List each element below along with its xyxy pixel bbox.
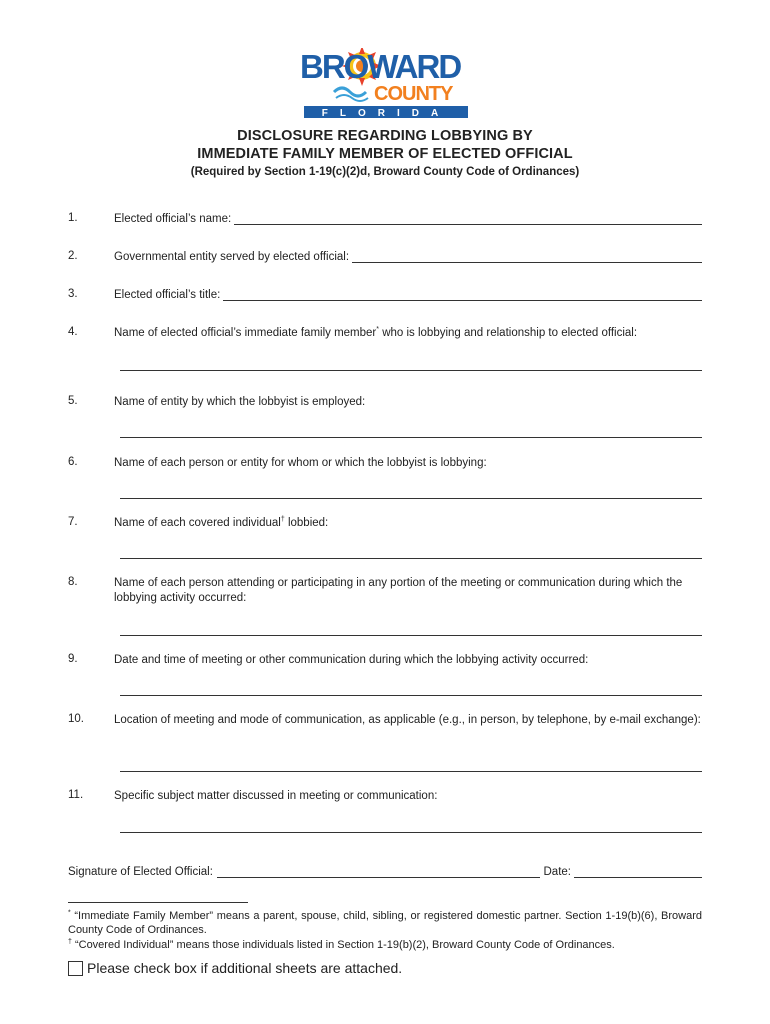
family-member-field[interactable]	[120, 370, 702, 371]
form-title-line-2: IMMEDIATE FAMILY MEMBER OF ELECTED OFFICIAL	[197, 146, 573, 162]
item-label: Name of each person attending or participating in any portion of the meeting or communication during which the lobbying activity occurred:	[114, 577, 683, 604]
item-label: Elected official’s name:	[114, 213, 232, 225]
date-label: Date:	[543, 866, 571, 878]
item-number: 9.	[68, 653, 78, 665]
item-label: Name of elected official’s immediate family member* who is lobbying and relationship to elected official:	[114, 326, 638, 339]
item-label: Date and time of meeting or other communication during which the lobbying activity occurred:	[114, 654, 589, 666]
logo-word-broward: BROWARD	[300, 48, 461, 85]
item-label: Name of entity by which the lobbyist is employed:	[114, 396, 366, 408]
item-number: 2.	[68, 250, 78, 262]
footnote-immediate-family-member: * “Immediate Family Member” means a parent, spouse, child, sibling, or registered domestic partner. Section 1-19(b)(6), Broward County Code of Ordinances.	[68, 909, 702, 936]
item-number: 11.	[68, 789, 84, 801]
item-label: Name of each covered individual† lobbied:	[114, 516, 329, 529]
meeting-location-field[interactable]	[120, 771, 702, 772]
signature-row	[68, 865, 702, 878]
governmental-entity-field[interactable]	[352, 250, 702, 263]
item-label: Specific subject matter discussed in meeting or communication:	[114, 790, 438, 802]
lobbied-for-field[interactable]	[120, 498, 702, 499]
covered-individuals-field[interactable]	[120, 558, 702, 559]
additional-sheets-row	[68, 960, 402, 976]
item-number: 7.	[68, 516, 78, 528]
item-label: Name of each person or entity for whom or which the lobbyist is lobbying:	[114, 457, 487, 469]
item-label: Governmental entity served by elected official:	[114, 251, 350, 263]
signature-field[interactable]	[217, 865, 540, 878]
item-number: 10.	[68, 713, 84, 725]
footnote-covered-individual: † “Covered Individual” means those individuals listed in Section 1-19(b)(2), Broward County Code of Ordinances.	[68, 938, 615, 951]
logo-word-county: COUNTY	[374, 83, 453, 105]
form-title-line-1: DISCLOSURE REGARDING LOBBYING BY	[237, 128, 533, 144]
broward-county-logo-graphic	[300, 48, 470, 120]
elected-official-title-field[interactable]	[223, 288, 702, 301]
item-number: 8.	[68, 576, 78, 588]
item-number: 4.	[68, 326, 78, 338]
broward-county-logo	[300, 48, 470, 120]
attendees-field[interactable]	[120, 635, 702, 636]
item-number: 1.	[68, 212, 78, 224]
elected-official-name-field[interactable]	[234, 212, 702, 225]
item-label: Elected official’s title:	[114, 289, 221, 301]
form-subtitle: (Required by Section 1-19(c)(2)d, Broward County Code of Ordinances)	[190, 166, 580, 178]
subject-matter-field[interactable]	[120, 832, 702, 833]
footnote-mark: *	[376, 326, 379, 334]
item-number: 6.	[68, 456, 78, 468]
item-label: Location of meeting and mode of communication, as applicable (e.g., in person, by telephone, by e-mail exchange):	[114, 714, 701, 726]
footnote-divider	[68, 902, 248, 903]
lobbyist-employer-field[interactable]	[120, 437, 702, 438]
date-field[interactable]	[574, 865, 702, 878]
signature-label: Signature of Elected Official:	[68, 866, 213, 878]
footnote-mark: †	[280, 516, 285, 524]
additional-sheets-label: Please check box if additional sheets are attached.	[87, 960, 403, 976]
item-number: 3.	[68, 288, 78, 300]
logo-word-florida: FLORIDA	[321, 108, 451, 119]
additional-sheets-checkbox[interactable]	[68, 961, 83, 976]
item-number: 5.	[68, 395, 78, 407]
meeting-date-time-field[interactable]	[120, 695, 702, 696]
